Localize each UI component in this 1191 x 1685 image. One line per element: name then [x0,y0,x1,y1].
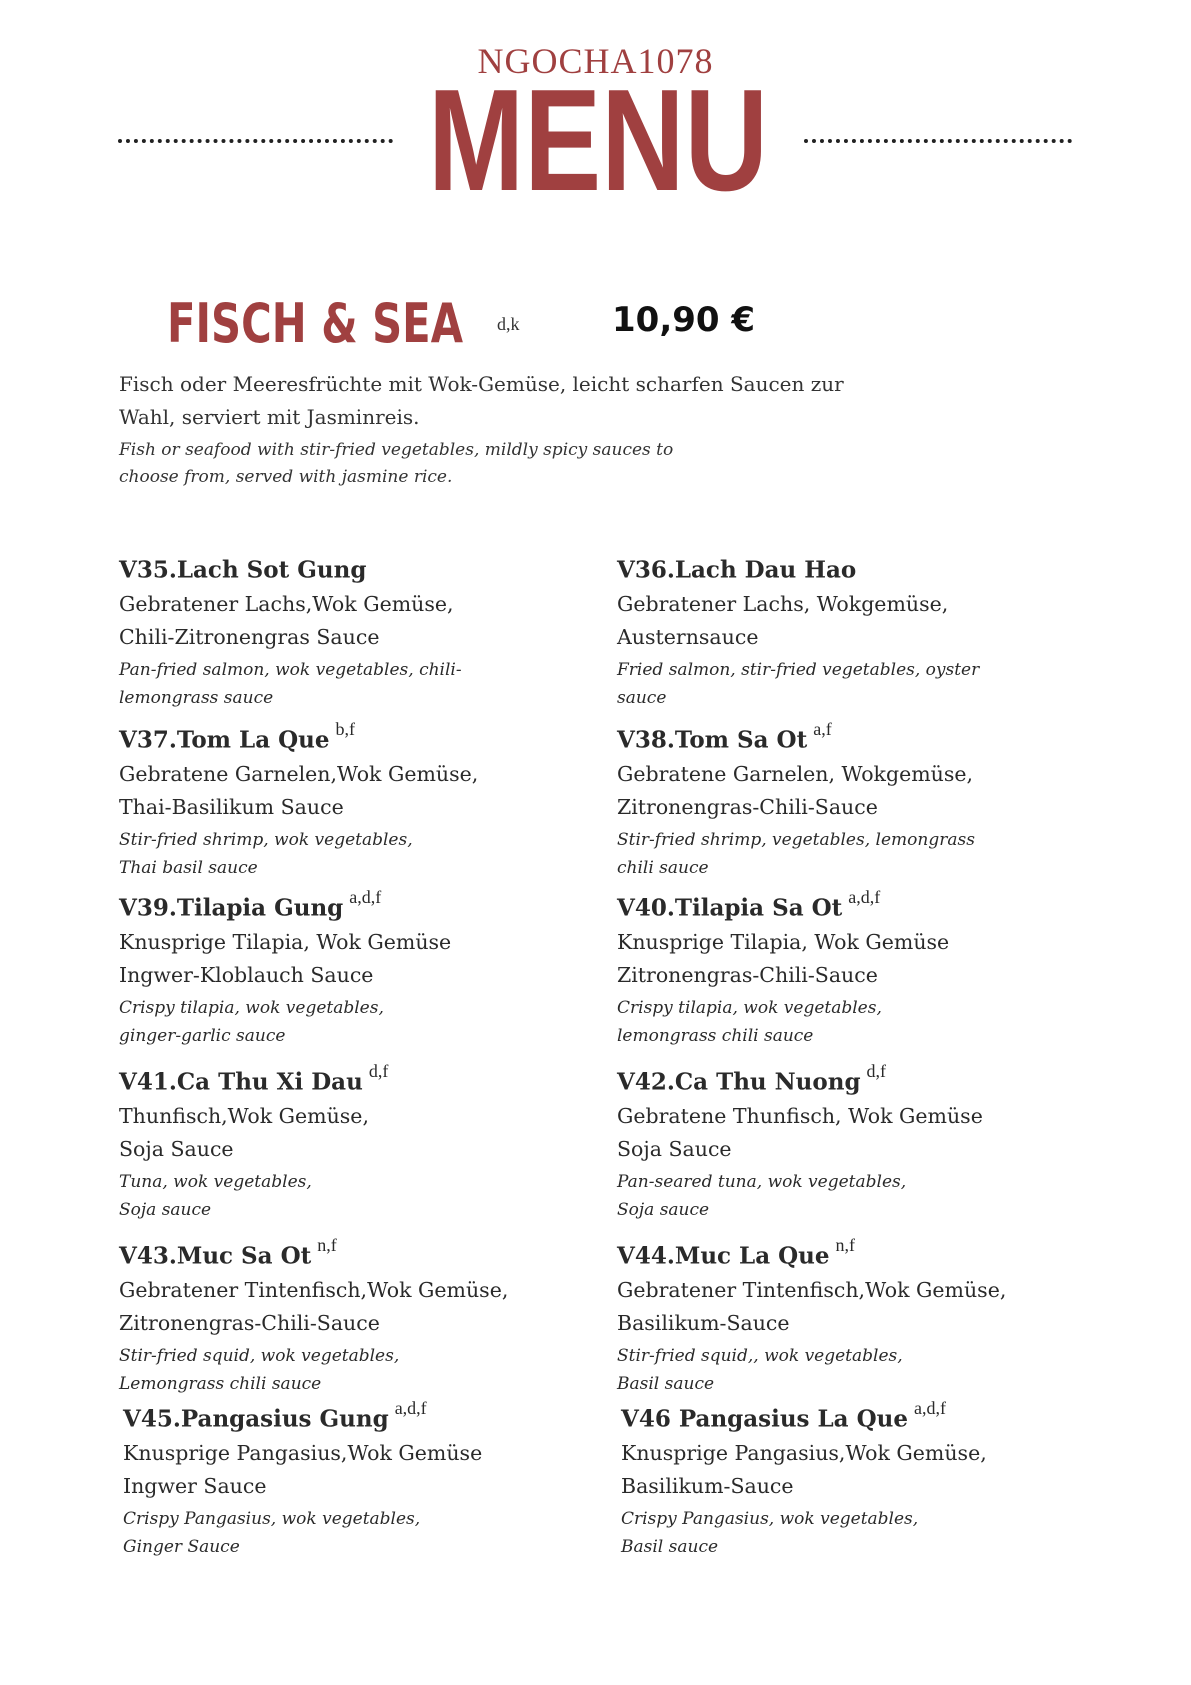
menu-item-allergens: a,f [813,719,832,739]
menu-item-title: V36.Lach Dau Hao [617,556,857,584]
description-en-line: choose from, served with jasmine rice. [119,467,453,487]
menu-item-description-en: Stir-fried shrimp, vegetables, lemongrass [617,829,975,850]
menu-item-description-de: Knusprige Pangasius,Wok Gemüse [123,1440,483,1465]
menu-item-description-en: Ginger Sauce [123,1536,240,1557]
menu-item-description-de: Gebratener Tintenfisch,Wok Gemüse, [119,1277,509,1302]
menu-item-description-de: Gebratene Garnelen,Wok Gemüse, [119,761,479,786]
menu-item-description-en: Lemongrass chili sauce [119,1373,322,1394]
menu-item-allergens: a,d,f [349,887,382,907]
menu-item-description-de: Knusprige Tilapia, Wok Gemüse [617,929,950,954]
menu-item-title: V44.Muc La Que [617,1242,830,1270]
menu-item-description-de: Soja Sauce [617,1136,732,1161]
menu-item-description-en: Thai basil sauce [119,857,258,878]
menu-item-allergens: d,f [866,1061,887,1081]
menu-item-name [119,546,589,588]
menu-item [119,1232,589,1398]
right-dotted-divider [804,139,1072,143]
menu-item-description-en: Basil sauce [617,1373,715,1394]
menu-item-description-de: Gebratener Lachs, Wokgemüse, [617,591,949,616]
menu-item-name [617,884,1087,926]
menu-item-title: V41.Ca Thu Xi Dau [119,1068,363,1096]
section-title-text: FISCH & SEA [167,298,463,350]
menu-item-description-de: Zitronengras-Chili-Sauce [617,794,878,819]
restaurant-name: NGOCHA1078 [477,41,714,81]
menu-item-allergens: n,f [835,1235,856,1255]
menu-item-description-en: Stir-fried squid,, wok vegetables, [617,1345,903,1366]
menu-item-name [119,884,589,926]
menu-item-description-de: Knusprige Pangasius,Wok Gemüse, [621,1440,987,1465]
menu-item-description-en: Tuna, wok vegetables, [119,1171,312,1192]
menu-item [617,716,1087,882]
menu-item-title: V45.Pangasius Gung [123,1405,389,1433]
menu-item-description-en: lemongrass chili sauce [617,1025,814,1046]
menu-item-title: V39.Tilapia Gung [119,894,344,922]
menu-item-allergens: a,d,f [913,1398,946,1418]
menu-item-description-de: Zitronengras-Chili-Sauce [617,962,878,987]
section-description-de [119,368,1019,434]
menu-item-description-de: Gebratene Thunfisch, Wok Gemüse [617,1103,983,1128]
menu-item-title: V43.Muc Sa Ot [119,1242,312,1270]
menu-item-allergens: d,f [368,1061,389,1081]
section-title [167,298,463,350]
menu-item-allergens: n,f [317,1235,337,1255]
menu-item [119,546,589,712]
menu-item [119,716,589,882]
section-description-en [119,437,919,491]
menu-item-description-de: Ingwer-Kloblauch Sauce [119,962,374,987]
left-dotted-divider [118,139,393,143]
menu-item-title: V38.Tom Sa Ot [617,726,808,754]
menu-item-description-de: Basilikum-Sauce [621,1473,794,1498]
menu-item-description-en: Pan-fried salmon, wok vegetables, chili- [119,659,462,680]
menu-item-description-en: Crispy Pangasius, wok vegetables, [123,1508,421,1529]
menu-item-name [617,716,1087,758]
menu-item [617,1058,1087,1224]
menu-item-name [123,1395,593,1437]
menu-item-allergens: b,f [335,719,355,739]
menu-item [621,1395,1091,1561]
menu-item [123,1395,593,1561]
menu-item-title: V40.Tilapia Sa Ot [617,894,843,922]
menu-item [119,1058,589,1224]
menu-item-name [617,546,1087,588]
menu-item [617,546,1087,712]
menu-item-description-de: Knusprige Tilapia, Wok Gemüse [119,929,452,954]
menu-item-allergens: a,d,f [848,887,881,907]
menu-item [617,884,1087,1050]
menu-item-description-de: Chili-Zitronengras Sauce [119,624,380,649]
menu-title [428,86,768,194]
menu-item-title: V35.Lach Sot Gung [119,556,367,584]
menu-item-title: V46 Pangasius La Que [621,1405,908,1433]
menu-item-description-de: Austernsauce [617,624,759,649]
menu-item-description-en: Crispy Pangasius, wok vegetables, [621,1508,919,1529]
menu-item-description-de: Gebratene Garnelen, Wokgemüse, [617,761,974,786]
menu-item-description-de: Zitronengras-Chili-Sauce [119,1310,380,1335]
description-en-line: Fish or seafood with stir-fried vegetables, mildly spicy sauces to [119,440,674,460]
menu-item-name [621,1395,1091,1437]
menu-item-description-de: Soja Sauce [119,1136,234,1161]
menu-item-description-en: Stir-fried shrimp, wok vegetables, [119,829,413,850]
menu-item-name [119,1232,589,1274]
menu-item-title: V37.Tom La Que [119,726,330,754]
menu-item-title: V42.Ca Thu Nuong [617,1068,861,1096]
menu-item-description-en: sauce [617,687,667,708]
menu-item-description-en: lemongrass sauce [119,687,274,708]
section-price: 10,90 € [612,300,756,340]
menu-title-text: MENU [428,86,768,194]
menu-item-description-de: Thunfisch,Wok Gemüse, [119,1103,369,1128]
menu-item-description-en: chili sauce [617,857,709,878]
menu-item-name [119,716,589,758]
menu-item-name [617,1058,1087,1100]
menu-item-description-en: Pan-seared tuna, wok vegetables, [617,1171,907,1192]
menu-item-description-en: Basil sauce [621,1536,719,1557]
menu-item-description-de: Thai-Basilikum Sauce [119,794,344,819]
menu-item-description-de: Gebratener Tintenfisch,Wok Gemüse, [617,1277,1007,1302]
menu-item [119,884,589,1050]
section-allergens: d,k [497,314,520,334]
menu-item-description-en: Soja sauce [617,1199,710,1220]
description-de-line: Fisch oder Meeresfrüchte mit Wok-Gemüse, leicht scharfen Saucen zur [119,372,844,396]
menu-item-description-en: ginger-garlic sauce [119,1025,286,1046]
menu-item-name [617,1232,1087,1274]
menu-item-description-en: Fried salmon, stir-fried vegetables, oyster [617,659,980,680]
menu-item [617,1232,1087,1398]
menu-item-description-de: Ingwer Sauce [123,1473,267,1498]
menu-item-description-en: Crispy tilapia, wok vegetables, [119,997,384,1018]
menu-item-description-en: Stir-fried squid, wok vegetables, [119,1345,400,1366]
menu-item-description-en: Soja sauce [119,1199,212,1220]
menu-item-allergens: a,d,f [394,1398,427,1418]
menu-item-name [119,1058,589,1100]
description-de-line: Wahl, serviert mit Jasminreis. [119,405,420,429]
menu-item-description-de: Gebratener Lachs,Wok Gemüse, [119,591,454,616]
menu-item-description-en: Crispy tilapia, wok vegetables, [617,997,882,1018]
menu-item-description-de: Basilikum-Sauce [617,1310,790,1335]
